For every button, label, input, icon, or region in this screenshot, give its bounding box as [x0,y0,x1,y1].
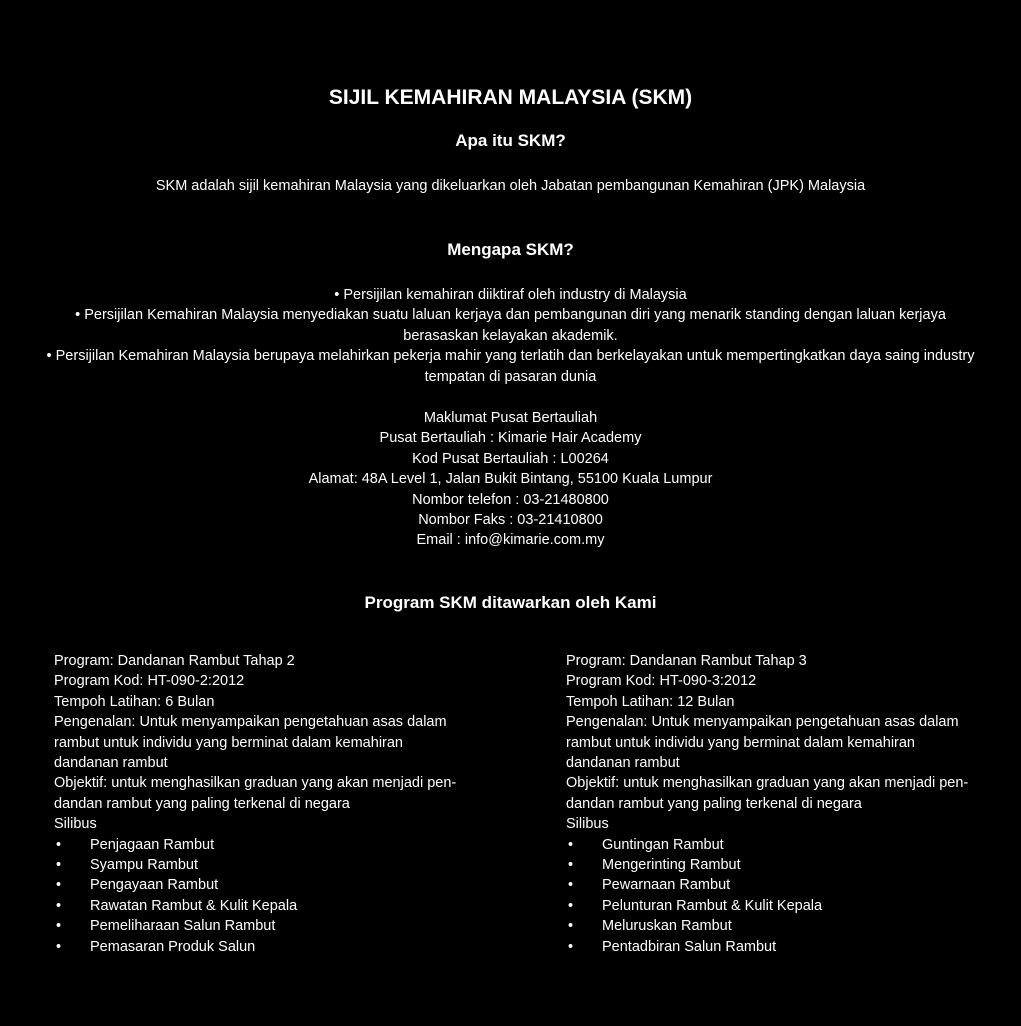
benefit-item: • Persijilan Kemahiran Malaysia menyediakan suatu laluan kerjaya dan pembangunan diri yang menarik standing dengan laluan kerjaya berasaskan kelayakan akademik. [40,305,981,346]
syllabus-list [54,835,499,957]
syllabus-item: • Meluruskan Rambut [566,916,1011,936]
program-duration: Tempoh Latihan: 12 Bulan [566,693,735,710]
page-title: SIJIL KEMAHIRAN MALAYSIA (SKM) [328,86,693,109]
syllabus-item: • Pewarnaan Rambut [566,875,1011,895]
centre-email: Email : info@kimarie.com.my [416,532,605,549]
syllabus-item: • Pengayaan Rambut [54,875,499,895]
program-objective-line: Objektif: untuk menghasilkan graduan yang akan menjadi pen- [54,775,457,792]
benefit-item: • Persijilan kemahiran diiktiraf oleh industry di Malaysia [40,285,981,305]
syllabus-label: Silibus [54,816,97,833]
benefits-list [40,285,981,387]
syllabus-label: Silibus [566,816,609,833]
program-duration: Tempoh Latihan: 6 Bulan [54,693,215,710]
syllabus-item: • Rawatan Rambut & Kulit Kepala [54,896,499,916]
program-intro-line: rambut untuk individu yang berminat dalam kemahiran [54,734,403,751]
centre-name: Pusat Bertauliah : Kimarie Hair Academy [379,430,642,447]
syllabus-item: • Pemeliharaan Salun Rambut [54,916,499,936]
centre-info-heading: Maklumat Pusat Bertauliah [423,410,598,426]
apa-itu-skm-heading: Apa itu SKM? [455,131,566,150]
program-objective-line: dandan rambut yang paling terkenal di negara [566,795,862,812]
benefit-item: • Persijilan Kemahiran Malaysia berupaya melahirkan pekerja mahir yang terlatih dan berkelayakan untuk mempertingkatkan daya saing industry tempatan di pasaran dunia [40,346,981,387]
program-intro-line: dandanan rambut [566,755,680,772]
program-code: Program Kod: HT-090-2:2012 [54,673,245,690]
syllabus-item: • Syampu Rambut [54,855,499,875]
program-intro-line: rambut untuk individu yang berminat dalam kemahiran [566,734,915,751]
program-intro-line: Pengenalan: Untuk menyampaikan pengetahuan asas dalam [566,714,959,731]
program-objective-line: Objektif: untuk menghasilkan graduan yang akan menjadi pen- [566,775,969,792]
centre-fax: Nombor Faks : 03-21410800 [418,512,603,529]
mengapa-skm-heading: Mengapa SKM? [447,240,574,259]
syllabus-item: • Mengerinting Rambut [566,855,1011,875]
accredited-centre-info [0,408,1021,551]
syllabus-item: • Guntingan Rambut [566,835,1011,855]
syllabus-item: • Pelunturan Rambut & Kulit Kepala [566,896,1011,916]
centre-phone: Nombor telefon : 03-21480800 [412,491,609,508]
syllabus-list [566,835,1011,957]
program-card-level-2 [54,651,499,957]
program-intro-line: dandanan rambut [54,755,168,772]
centre-code: Kod Pusat Bertauliah : L00264 [412,450,609,467]
program-intro-line: Pengenalan: Untuk menyampaikan pengetahuan asas dalam [54,714,447,731]
program-card-level-3 [566,651,1011,957]
program-objective-line: dandan rambut yang paling terkenal di negara [54,795,350,812]
centre-address: Alamat: 48A Level 1, Jalan Bukit Bintang, 55100 Kuala Lumpur [308,471,713,488]
syllabus-item: • Pemasaran Produk Salun [54,937,499,957]
syllabus-item: • Pentadbiran Salun Rambut [566,937,1011,957]
syllabus-item: • Penjagaan Rambut [54,835,499,855]
skm-definition-text: SKM adalah sijil kemahiran Malaysia yang dikeluarkan oleh Jabatan pembangunan Kemahiran (JPK) Malaysia [155,178,866,194]
program-name: Program: Dandanan Rambut Tahap 3 [566,653,807,669]
program-code: Program Kod: HT-090-3:2012 [566,673,757,690]
programs-heading: Program SKM ditawarkan oleh Kami [364,593,657,612]
program-name: Program: Dandanan Rambut Tahap 2 [54,653,295,669]
